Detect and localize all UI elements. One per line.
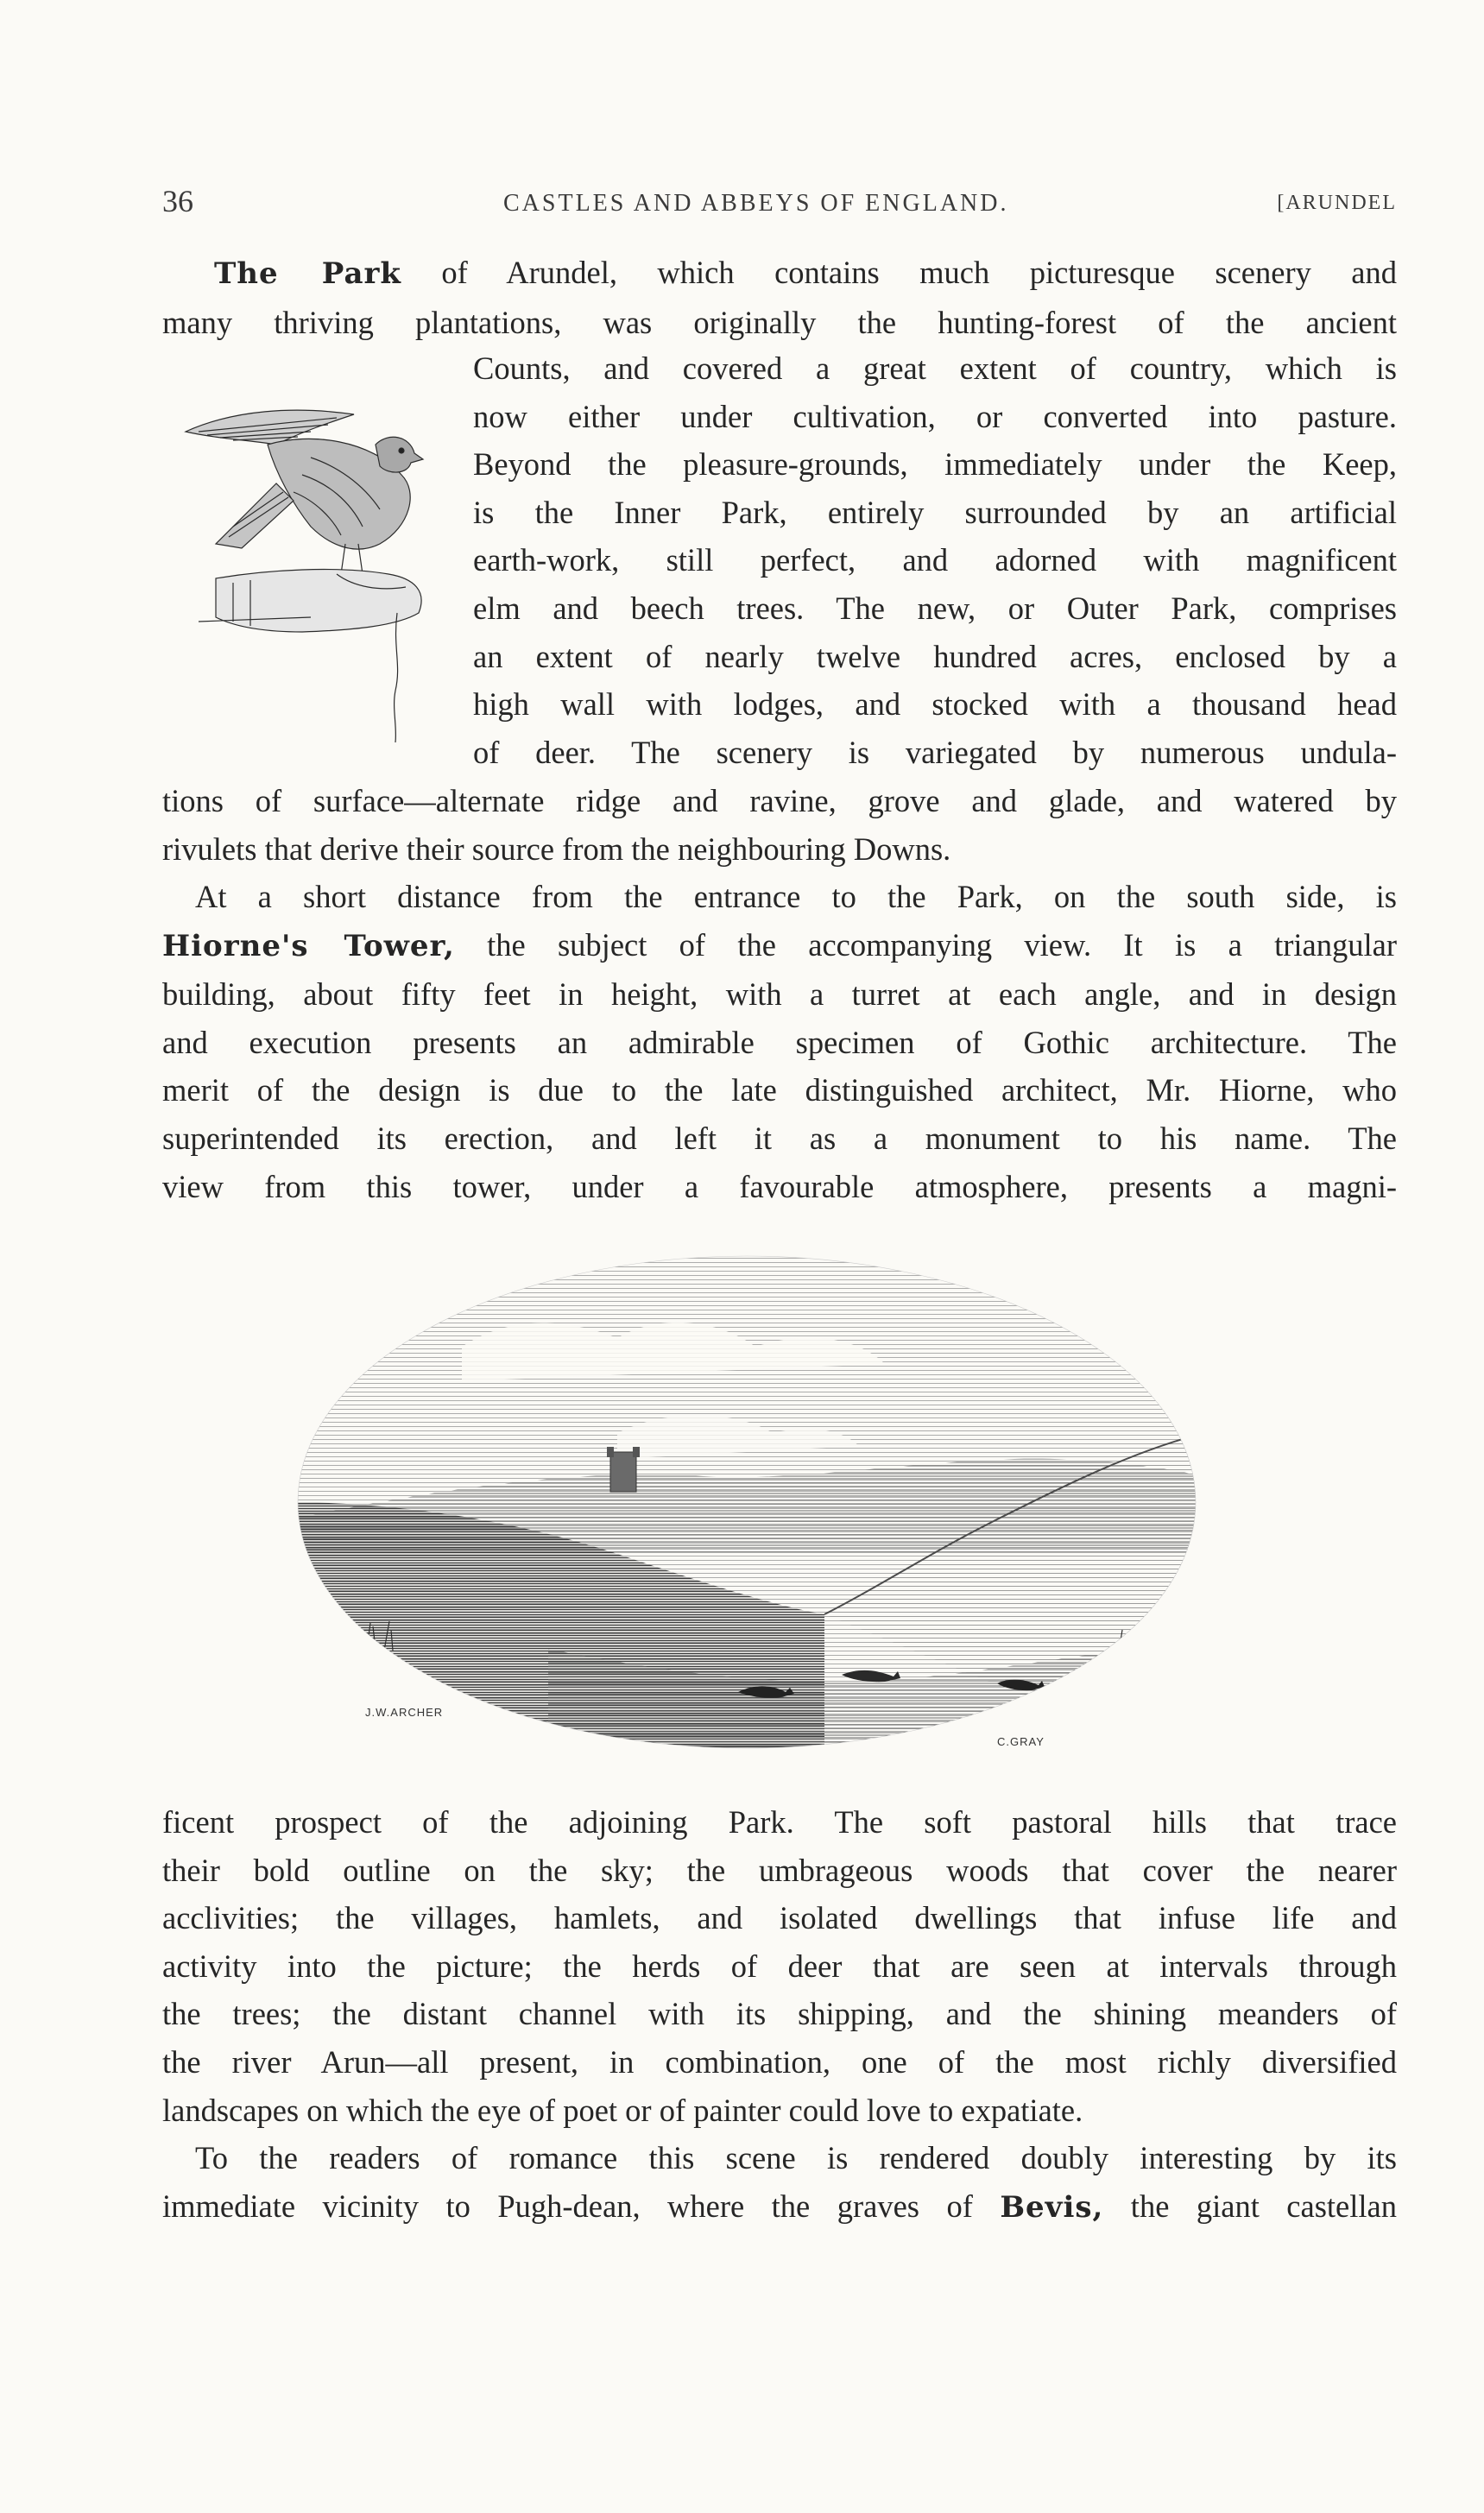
text-line: an extent of nearly twelve hundred acres, enclosed by a [473, 638, 1397, 674]
paragraph-romance [162, 2134, 1397, 2232]
text-line: Counts, and covered a great extent of country, which is [473, 350, 1397, 386]
text-line: view from this tower, under a favourable atmosphere, presents a magni- [162, 1168, 1397, 1204]
text-line: ficent prospect of the adjoining Park. The soft pastoral hills that trace [162, 1804, 1397, 1840]
engraver-signature-right: C.GRAY [997, 1735, 1045, 1748]
text-line: many thriving plantations, was originally the hunting-forest of the ancient [162, 304, 1397, 340]
blackletter-name: Hiorne's Tower, [162, 928, 455, 963]
paragraph-park-tail [162, 777, 1397, 873]
text-line: is the Inner Park, entirely surrounded by an artificial [473, 494, 1397, 530]
text-line: and execution presents an admirable specimen of Gothic architecture. The [162, 1024, 1397, 1060]
text-line: immediate vicinity to Pugh-dean, where the graves of Bevis, the giant castellan [162, 2188, 1397, 2225]
running-header [162, 183, 1397, 226]
text-line: merit of the design is due to the late distinguished architect, Mr. Hiorne, who [162, 1072, 1397, 1108]
text-line: the trees; the distant channel with its shipping, and the shining meanders of [162, 1996, 1397, 2032]
text-line: of deer. The scenery is variegated by numerous undula- [473, 734, 1397, 770]
blackletter-heading: The Park [214, 256, 401, 291]
blackletter-name: Bevis, [1000, 2189, 1104, 2225]
text-line: tions of surface—alternate ridge and ravine, grove and glade, and watered by [162, 783, 1397, 818]
paragraph-prospect [162, 1798, 1397, 2134]
text-line: their bold outline on the sky; the umbrageous woods that cover the nearer [162, 1852, 1397, 1888]
text-line: Beyond the pleasure-grounds, immediately under the Keep, [473, 446, 1397, 483]
text-line: acclivities; the villages, hamlets, and isolated dwellings that infuse life and [162, 1900, 1397, 1936]
text-line: Hiorne's Tower, the subject of the accompanying view. It is a triangular [162, 926, 1397, 963]
landscape-illustration [289, 1243, 1204, 1770]
text-line: the river Arun—all present, in combination, one of the most richly diversified [162, 2043, 1397, 2080]
text-line: activity into the picture; the herds of deer that are seen at intervals through [162, 1948, 1397, 1984]
section-label: [ARUNDEL [1277, 192, 1397, 214]
text-line: earth-work, still perfect, and adorned with magnificent [473, 542, 1397, 578]
paragraph-tower [162, 873, 1397, 1210]
paragraph-park-wrapped [473, 344, 1397, 776]
text-line: elm and beech trees. The new, or Outer Park, comprises [473, 590, 1397, 626]
text-line: landscapes on which the eye of poet or of painter could love to expatiate. [162, 2092, 1083, 2128]
text-line: At a short distance from the entrance to the Park, on the south side, is [195, 879, 1397, 914]
hawk-illustration [181, 406, 440, 768]
text-line: superintended its erection, and left it as a monument to his name. The [162, 1120, 1397, 1156]
page-number: 36 [162, 184, 193, 218]
paragraph-park [162, 249, 1397, 346]
text-line: high wall with lodges, and stocked with a thousand head [473, 686, 1397, 723]
text-line: The Park of Arundel, which contains much picturesque scenery and [214, 255, 1397, 291]
engraver-signature-left: J.W.ARCHER [365, 1706, 444, 1719]
text-line: rivulets that derive their source from the neighbouring Downs. [162, 830, 951, 867]
text-line: To the readers of romance this scene is rendered doubly interesting by its [195, 2140, 1397, 2175]
text-line: now either under cultivation, or converted into pasture. [473, 398, 1397, 434]
running-title: CASTLES AND ABBEYS OF ENGLAND. [503, 190, 1009, 217]
text-line: building, about fifty feet in height, with a turret at each angle, and in design [162, 976, 1397, 1013]
